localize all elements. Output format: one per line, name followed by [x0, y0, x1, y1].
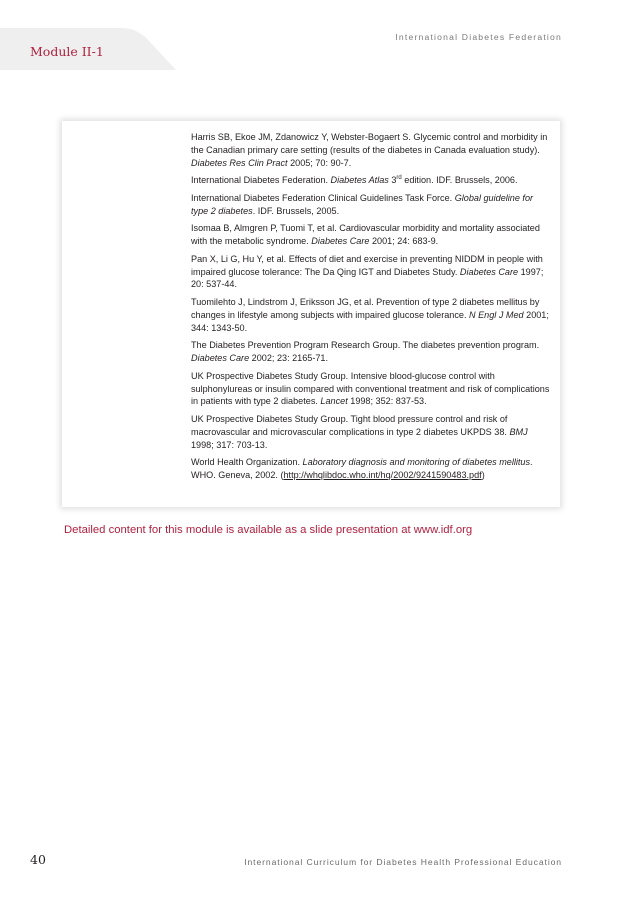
reference-text: 2002; 23: 2165-71.	[249, 353, 329, 364]
reference-text: Harris SB, Ekoe JM, Zdanowicz Y, Webster-Bogaert S. Glycemic control and morbidity in the Canadian primary care setting (results of the diabetes in Canada evaluation study).	[191, 132, 548, 155]
reference-italic-text: Laboratory diagnosis and monitoring of diabetes mellitus	[302, 457, 531, 468]
references-list	[191, 131, 551, 487]
reference-italic-text: Diabetes Care	[191, 353, 250, 364]
slide-presentation-note: Detailed content for this module is available as a slide presentation at www.idf.org	[64, 524, 473, 536]
footer-title: International Curriculum for Diabetes Health Professional Education	[244, 857, 562, 867]
reference-item	[191, 370, 551, 409]
reference-text: UK Prospective Diabetes Study Group. Tight blood pressure control and risk of macrovascular and microvascular complications in type 2 diabetes UKPDS 38.	[191, 413, 510, 437]
reference-item	[191, 174, 551, 187]
reference-text: edition. IDF. Brussels, 2006.	[401, 175, 518, 186]
header-organization: International Diabetes Federation	[395, 32, 562, 42]
reference-italic-text: Diabetes Res Clin Pract	[191, 157, 288, 168]
reference-item	[191, 456, 551, 482]
reference-text: 2001; 344: 1343-50.	[191, 309, 549, 333]
reference-text: World Health Organization.	[191, 457, 303, 468]
reference-text: . IDF. Brussels, 2005.	[252, 205, 340, 216]
reference-item	[191, 253, 551, 292]
module-label: Module II-1	[30, 44, 104, 59]
reference-text: UK Prospective Diabetes Study Group. Intensive blood-glucose control with sulphonylureas or insulin compared with conventional treatment and risk of complications in patients with type 2 diabetes.	[191, 370, 550, 407]
reference-italic-text: BMJ	[509, 426, 528, 437]
reference-text: 3	[388, 175, 397, 186]
reference-italic-text: Diabetes Atlas	[330, 175, 389, 186]
reference-text: 1998; 352: 837-53.	[347, 396, 427, 407]
reference-text: 1998; 317: 703-13.	[191, 439, 268, 450]
reference-item	[191, 296, 551, 335]
reference-text: Isomaa B, Almgren P, Tuomi T, et al. Cardiovascular morbidity and mortality associated with the metabolic syndrome.	[191, 223, 540, 247]
reference-text: 2001; 24: 683-9.	[369, 236, 439, 247]
reference-text: 2005; 70: 90-7.	[287, 157, 352, 168]
reference-item	[191, 339, 551, 365]
reference-text: 1997; 20: 537-44.	[191, 266, 544, 290]
reference-item	[191, 222, 551, 248]
reference-text: rd	[396, 175, 402, 182]
reference-italic-text: Diabetes Care	[311, 236, 370, 247]
reference-text: Tuomilehto J, Lindstrom J, Eriksson JG, et al. Prevention of type 2 diabetes mellitus by changes in lifestyle among subjects with impaired glucose tolerance.	[191, 296, 540, 320]
reference-italic-text: Lancet	[320, 396, 348, 407]
reference-text: International Diabetes Federation.	[191, 175, 331, 186]
reference-text: Pan X, Li G, Hu Y, et al. Effects of diet and exercise in preventing NIDDM in people with impaired glucose tolerance: The Da Qing IGT and Diabetes Study.	[191, 253, 543, 277]
reference-italic-text: N Engl J Med	[469, 309, 524, 320]
reference-item	[191, 131, 551, 170]
reference-text: International Diabetes Federation Clinical Guidelines Task Force.	[191, 192, 455, 203]
reference-text: . WHO. Geneva, 2002. (	[191, 457, 533, 481]
reference-item	[191, 192, 551, 218]
reference-italic-text: Diabetes Care	[459, 266, 519, 277]
reference-italic-text: Global guideline for type 2 diabetes	[191, 192, 534, 216]
page-number: 40	[30, 852, 46, 867]
reference-text: )	[481, 470, 485, 481]
reference-url-link[interactable]: http://whqlibdoc.who.int/hq/2002/9241590483.pdf	[283, 470, 482, 481]
reference-item	[191, 413, 551, 452]
reference-text: The Diabetes Prevention Program Research Group. The diabetes prevention program.	[191, 340, 540, 351]
